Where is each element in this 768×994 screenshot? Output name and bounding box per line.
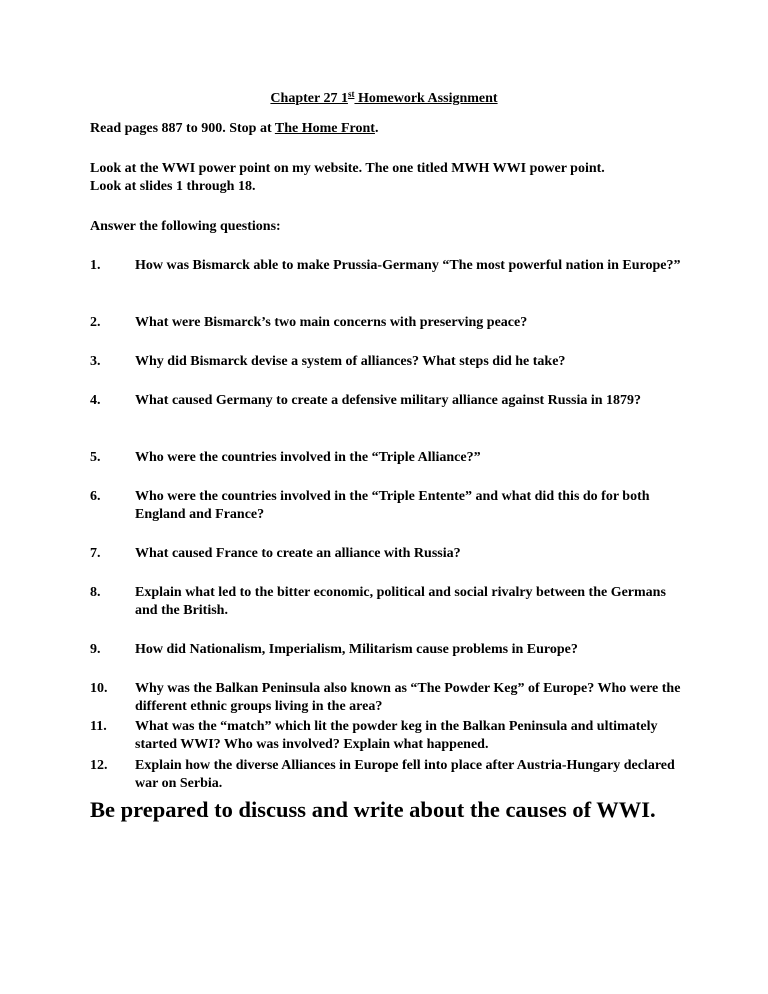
question-text: Who were the countries involved in the “Triple Alliance?” — [135, 450, 481, 465]
question-text: What was the “match” which lit the powder keg in the Balkan Peninsula and ultimately started WWI? Who was involved? Explain what happened. — [135, 719, 658, 752]
powerpoint-instruction — [90, 160, 690, 196]
question-text: How was Bismarck able to make Prussia-Germany “The most powerful nation in Europe?” — [135, 258, 681, 273]
page-title — [0, 91, 768, 107]
title-prefix: Chapter 27 1 — [270, 91, 348, 106]
question-number: 6. — [90, 489, 101, 504]
reading-before: Read pages 887 to 900. Stop at — [90, 121, 275, 136]
question-number: 8. — [90, 585, 101, 600]
title-superscript: st — [347, 89, 355, 99]
question-text: Why did Bismarck devise a system of alliances? What steps did he take? — [135, 354, 566, 369]
reading-instruction — [90, 120, 690, 138]
question-text: What caused Germany to create a defensive military alliance against Russia in 1879? — [135, 393, 642, 408]
answer-instruction: Answer the following questions: — [90, 219, 281, 234]
question-text: Who were the countries involved in the “Triple Entente” and what did this do for both England and France? — [135, 489, 650, 522]
question-text: Why was the Balkan Peninsula also known as “The Powder Keg” of Europe? Who were the different ethnic groups living in the area? — [135, 681, 681, 714]
question-number: 9. — [90, 642, 101, 657]
question-number: 10. — [90, 681, 108, 696]
question-text: What caused France to create an alliance with Russia? — [135, 546, 461, 561]
question-number: 1. — [90, 258, 101, 273]
reading-after: . — [374, 121, 379, 136]
question-number: 2. — [90, 315, 101, 330]
title-suffix: Homework Assignment — [354, 91, 498, 106]
reading-section-name: The Home Front — [274, 121, 375, 136]
question-number: 12. — [90, 758, 108, 773]
powerpoint-line-1: Look at the WWI power point on my website. The one titled MWH WWI power point. — [90, 161, 605, 176]
question-number: 4. — [90, 393, 101, 408]
question-number: 3. — [90, 354, 101, 369]
question-text: How did Nationalism, Imperialism, Militarism cause problems in Europe? — [135, 642, 578, 657]
closing-statement: Be prepared to discuss and write about the causes of WWI. — [90, 797, 656, 822]
question-text: Explain how the diverse Alliances in Europe fell into place after Austria-Hungary declared war on Serbia. — [135, 758, 675, 791]
question-number: 5. — [90, 450, 101, 465]
question-number: 7. — [90, 546, 101, 561]
question-text: Explain what led to the bitter economic, political and social rivalry between the Germans and the British. — [135, 585, 666, 618]
question-text: What were Bismarck’s two main concerns with preserving peace? — [135, 315, 528, 330]
question-number: 11. — [90, 719, 107, 734]
powerpoint-line-2: Look at slides 1 through 18. — [90, 179, 256, 194]
